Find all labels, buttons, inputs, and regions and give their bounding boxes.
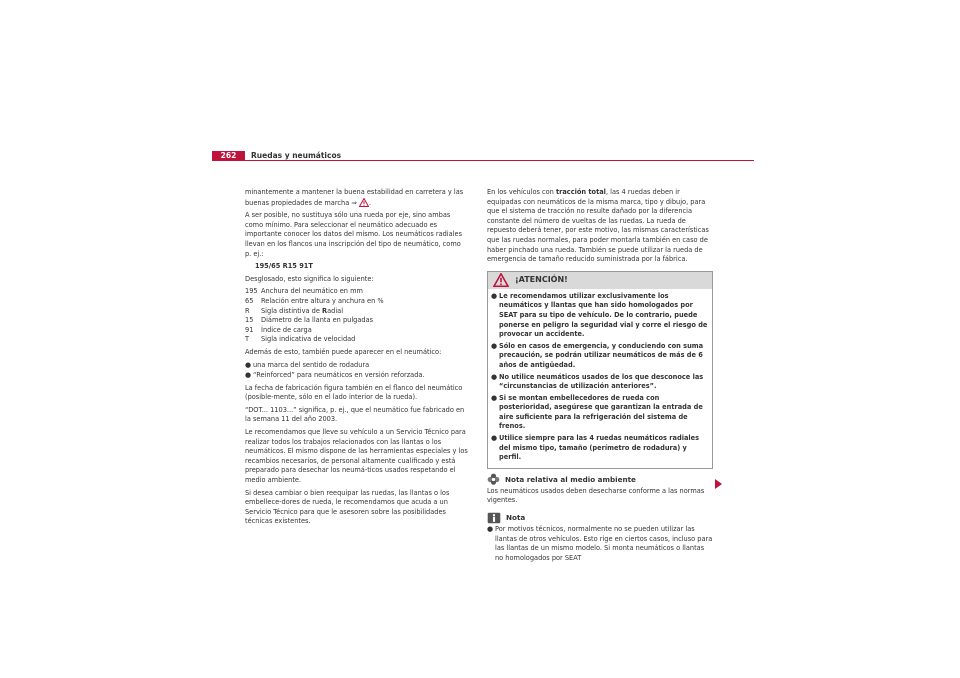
bullet-icon: ● (487, 525, 494, 534)
tire-code: 195/65 R15 91T (255, 262, 313, 271)
page-header (212, 151, 754, 161)
right-column (487, 188, 713, 564)
paragraph: Le recomendamos que lleve su vehículo a un Servicio Técnico para realizar todos los trabajos relacionados con las llantas o los neumáticos. El mismo dispone de las herramientas especiales y los recambios necesarios, de personal altamente cualificado y está preparado para desechar los neumá-ticos usados respetando el medio ambiente. (245, 428, 468, 485)
list-item: 195 Anchura del neumático en mm (245, 287, 363, 296)
tire-code-legend (245, 287, 469, 345)
warning-title: ¡ATENCIÓN! (515, 275, 568, 285)
paragraph: A ser posible, no sustituya sólo una rueda por eje, sino ambas como mínimo. Para seleccionar el neumático adecuado es importante conocer los datos del mismo. Los neumáticos radiales llevan en los flancos una inscripción del tipo de neumático, como p. ej.: (245, 211, 463, 258)
warning-triangle-icon (359, 198, 369, 207)
paragraph: Los neumáticos usados deben desecharse conforme a las normas vigentes. (487, 486, 705, 505)
page-number: 262 (212, 151, 245, 161)
note-icon (487, 512, 501, 524)
paragraph: En los vehículos con tracción total, las 4 ruedas deben ir equipadas con neumáticos de la misma marca, tipo y dibujo, para que el sistema de tracción no resulte dañado por la diferencia constante del número de vueltas de las ruedas. La rueda de repuesto deberá tener, por este motivo, las mismas características que las ruedas normales, para poder montarla también en caso de haber pinchado una rueda. También se puede utilizar la rueda de emergencia de tamaño reducido suministrada por la fábrica. (487, 188, 709, 264)
paragraph: Además de esto, también puede aparecer en el neumático: (245, 347, 442, 356)
bullet-icon: ● (245, 360, 252, 369)
bullet-icon: ● (491, 434, 498, 443)
list-item: R Sigla distintiva de Radial (245, 306, 344, 315)
list-item: ● Si se montan embellecedores de rueda con posterioridad, asegúrese que garantizan la entrada de aire suficiente para la refrigeración del sistema de frenos. (491, 393, 703, 431)
bullet-icon: ● (491, 291, 498, 300)
bullet-icon: ● (245, 371, 252, 380)
list-item: ● Por motivos técnicos, normalmente no se pueden utilizar las llantas de otros vehículos. Esto rige en ciertos casos, incluso para las llantas de un mismo modelo. Si monta neumáticos o llantas no homologados por SEAT (487, 525, 713, 562)
list-item: ● Utilice siempre para las 4 ruedas neumáticos radiales del mismo tipo, tamaño (perímetro de rodadura) y perfil. (491, 434, 700, 462)
continue-arrow-icon (715, 479, 722, 489)
paragraph: Desglosado, esto significa lo siguiente: (245, 274, 374, 283)
warning-triangle-icon (493, 273, 509, 287)
paragraph: Si desea cambiar o bien reequipar las ruedas, las llantas o los embellece-dores de rueda, le recomendamos que acuda a un Servicio Técnico para que le asesoren sobre las posibilidades técnicas existentes. (245, 488, 450, 526)
paragraph: minantemente a mantener la buena estabilidad en carretera y las buenas propiedades de marcha ⇒ . (245, 188, 464, 207)
warning-box (487, 271, 713, 469)
leaf-flower-icon (487, 473, 500, 486)
left-column (245, 188, 469, 530)
note-heading: Nota (487, 512, 713, 524)
warning-header (488, 272, 712, 289)
bullet-icon: ● (491, 393, 498, 402)
bullet-icon: ● (491, 341, 498, 350)
paragraph: La fecha de fabricación figura también en el flanco del neumático (posible-mente, sólo en el lado interior de la rueda). (245, 383, 463, 402)
paragraph: “DOT... 1103...” significa, p. ej., que el neumático fue fabricado en la semana 11 del año 2003. (245, 405, 465, 424)
list-item: ● una marca del sentido de rodadura (245, 360, 370, 369)
list-item: 15 Diámetro de la llanta en pulgadas (245, 316, 374, 325)
chapter-title: Ruedas y neumáticos (251, 151, 342, 160)
list-item: ● Le recomendamos utilizar exclusivamente los neumáticos y llantas que han sido homologados por SEAT para su tipo de vehículo. De lo contrario, puede ponerse en peligro la seguridad vial y corre el riesgo de provocar un accidente. (491, 291, 708, 339)
bullet-icon: ● (491, 372, 498, 381)
list-item: T Sigla indicativa de velocidad (245, 335, 356, 344)
list-item: 91 Índice de carga (245, 325, 312, 334)
list-item: ● No utilice neumáticos usados de los que desconoce las “circunstancias de utilización anteriores”. (491, 372, 704, 391)
warning-body (488, 289, 712, 463)
list-item: ● Sólo en casos de emergencia, y conduciendo con suma precaución, se podrán utilizar neumáticos de más de 6 años de antigüedad. (491, 341, 704, 369)
list-item: 65 Relación entre altura y anchura en % (245, 296, 384, 305)
list-item: ● “Reinforced” para neumáticos en versión reforzada. (245, 371, 425, 380)
environment-note-heading: Nota relativa al medio ambiente (487, 473, 713, 486)
